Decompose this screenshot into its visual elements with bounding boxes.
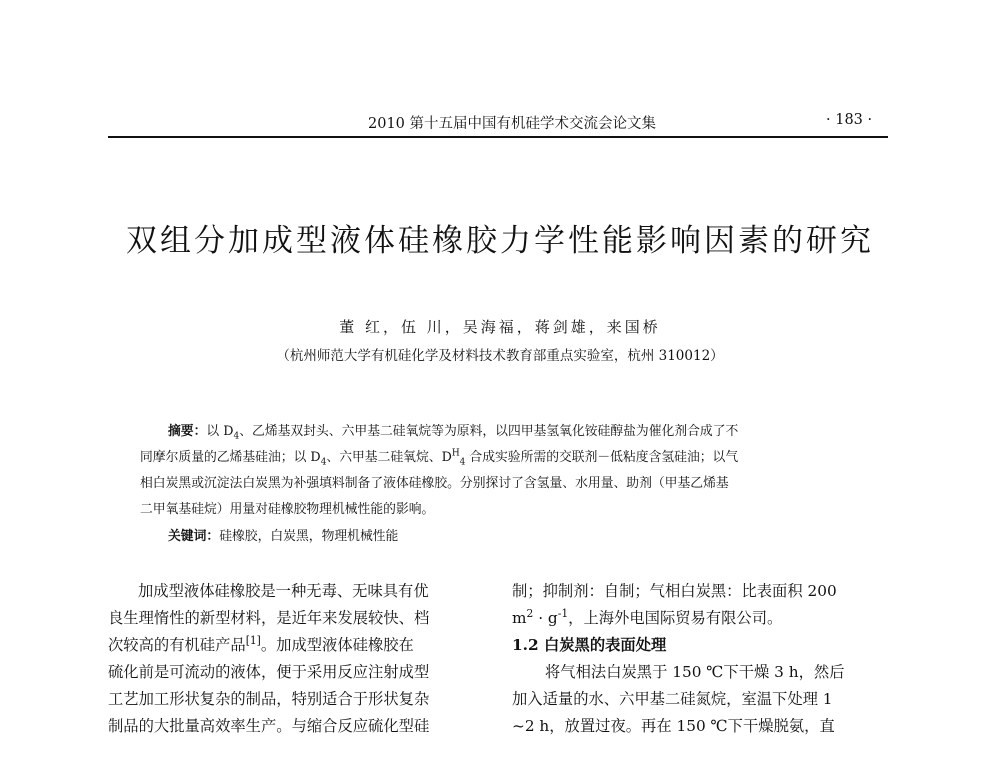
section-heading-1-2: 1.2 白炭黑的表面处理	[512, 636, 667, 654]
left-col-line-4: 硫化前是可流动的液体，便于采用反应注射成型	[108, 663, 430, 681]
authors: 董 红，伍 川，吴海福，蒋剑雄，来国桥	[339, 318, 661, 336]
left-col-line-2: 良生理惰性的新型材料，是近年来发展较快、档	[108, 609, 430, 627]
right-col-line-1: 制；抑制剂：自制；气相白炭黑：比表面积 200	[512, 582, 837, 600]
abstract-line-4: 二甲氧基硅烷）用量对硅橡胶物理机械性能的影响。	[140, 502, 435, 517]
left-col-line-6: 制品的大批量高效率生产。与缩合反应硫化型硅	[108, 717, 430, 735]
abstract-line-2: 同摩尔质量的乙烯基硅油；以 $D_4$、六甲基二硅氧烷、$D^H_4$ 合成实验所需的交联剂－低粘度含氢硅油；以气	[140, 448, 739, 468]
right-col-line-4: 将气相法白炭黑于 150 ℃下干燥 3 h，然后	[545, 663, 845, 681]
abstract-line-1: 摘要：以 $D_4$、乙烯基双封头、六甲基二硅氧烷等为原料，以四甲基氢氧化铵硅醇盐为催化剂合成了不	[168, 424, 739, 442]
header-rule	[108, 136, 888, 138]
right-col-line-6: ~2 h，放置过夜。再在 150 ℃下干燥脱氨，直	[512, 717, 835, 735]
keywords-label: 关键词：	[168, 529, 220, 544]
paper-title: 双组分加成型液体硅橡胶力学性能影响因素的研究	[126, 223, 874, 259]
running-header-title: 2010 第十五届中国有机硅学术交流会论文集	[368, 116, 657, 132]
keywords-text: 硅橡胶，白炭黑，物理机械性能	[219, 529, 399, 544]
page-number: · 183 ·	[826, 112, 873, 128]
left-col-line-5: 工艺加工形状复杂的制品，特别适合于形状复杂	[108, 690, 430, 708]
right-col-line-2: $m^2 \cdot g^{-1}$，上海外电国际贸易有限公司。	[512, 606, 783, 627]
left-col-line-1: 加成型液体硅橡胶是一种无毒、无味具有优	[138, 582, 429, 600]
affiliation: （杭州师范大学有机硅化学及材料技术教育部重点实验室，杭州 310012）	[276, 348, 724, 364]
left-col-line-3: 次较高的有机硅产品[1]。加成型液体硅橡胶在	[108, 633, 414, 654]
keywords	[168, 525, 398, 544]
abstract-line-3: 相白炭黑或沉淀法白炭黑为补强填料制备了液体硅橡胶。分别探讨了含氢量、水用量、助剂（甲基乙烯基	[140, 476, 729, 491]
abstract-label: 摘要：	[168, 424, 207, 439]
citation-ref: [1]	[245, 633, 261, 647]
right-col-line-5: 加入适量的水、六甲基二硅氮烷，室温下处理 1	[512, 690, 833, 708]
